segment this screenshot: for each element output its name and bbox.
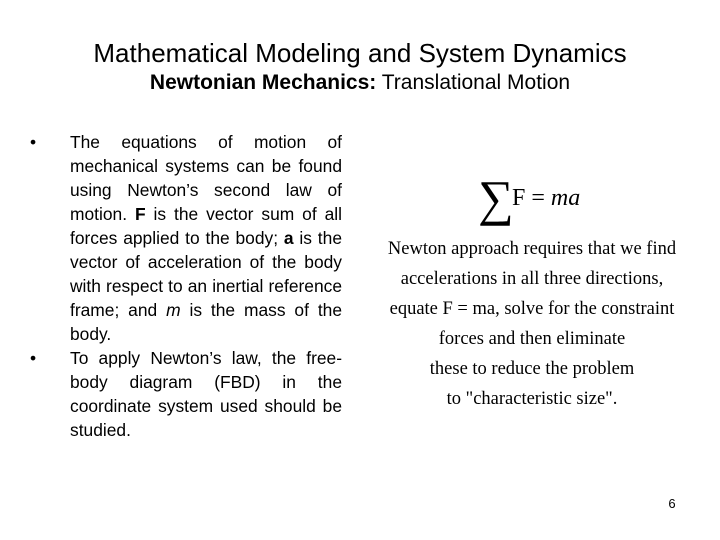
bullet-1-text-a: The equations of motion of mechanical systems can be found using Newton’s second law of motion.	[70, 132, 342, 224]
note-line: Newton approach requires that we find	[387, 239, 677, 259]
bullet-1-text-c: is the vector of acceleration of the body with respect to an inertial reference frame; and	[70, 228, 342, 320]
summation-symbol: ∑	[478, 170, 514, 226]
note-line: these to reduce the problem	[429, 359, 635, 379]
bullet-icon: •	[30, 348, 37, 368]
subtitle-bold: Newtonian Mechanics:	[149, 71, 377, 94]
note-line: to "characteristic size".	[446, 389, 618, 409]
subtitle-rest: Translational Motion	[376, 71, 571, 94]
bullet-1-force-symbol: F	[134, 204, 146, 224]
bullet-icon: •	[30, 132, 37, 152]
newton-approach-note	[362, 234, 702, 414]
newton-formula	[478, 170, 628, 230]
bullet-item-1	[30, 130, 342, 346]
bullet-1-text-d: is the mass of the body.	[70, 300, 343, 344]
bullet-item-2	[30, 346, 342, 442]
bullet-1-accel-symbol: a	[283, 228, 294, 248]
formula-lhs: F	[512, 185, 526, 211]
page-number: 6	[668, 496, 676, 511]
bullet-1-mass-symbol: m	[166, 300, 181, 320]
note-line: forces and then eliminate	[438, 329, 626, 349]
note-line: accelerations in all three directions,	[400, 269, 664, 289]
slide-title: Mathematical Modeling and System Dynamics	[93, 38, 627, 68]
formula-equals: =	[525, 185, 551, 211]
formula-expression	[512, 184, 580, 212]
bullet-list	[30, 130, 342, 442]
slide-subtitle	[0, 70, 720, 96]
bullet-2-text: To apply Newton’s law, the free-body diagram (FBD) in the coordinate system used should be studied.	[70, 348, 342, 440]
formula-rhs: ma	[550, 185, 581, 211]
bullet-1-text-b: is the vector sum of all forces applied to the body;	[70, 204, 342, 248]
note-line: equate F = ma, solve for the constraint	[389, 299, 675, 319]
